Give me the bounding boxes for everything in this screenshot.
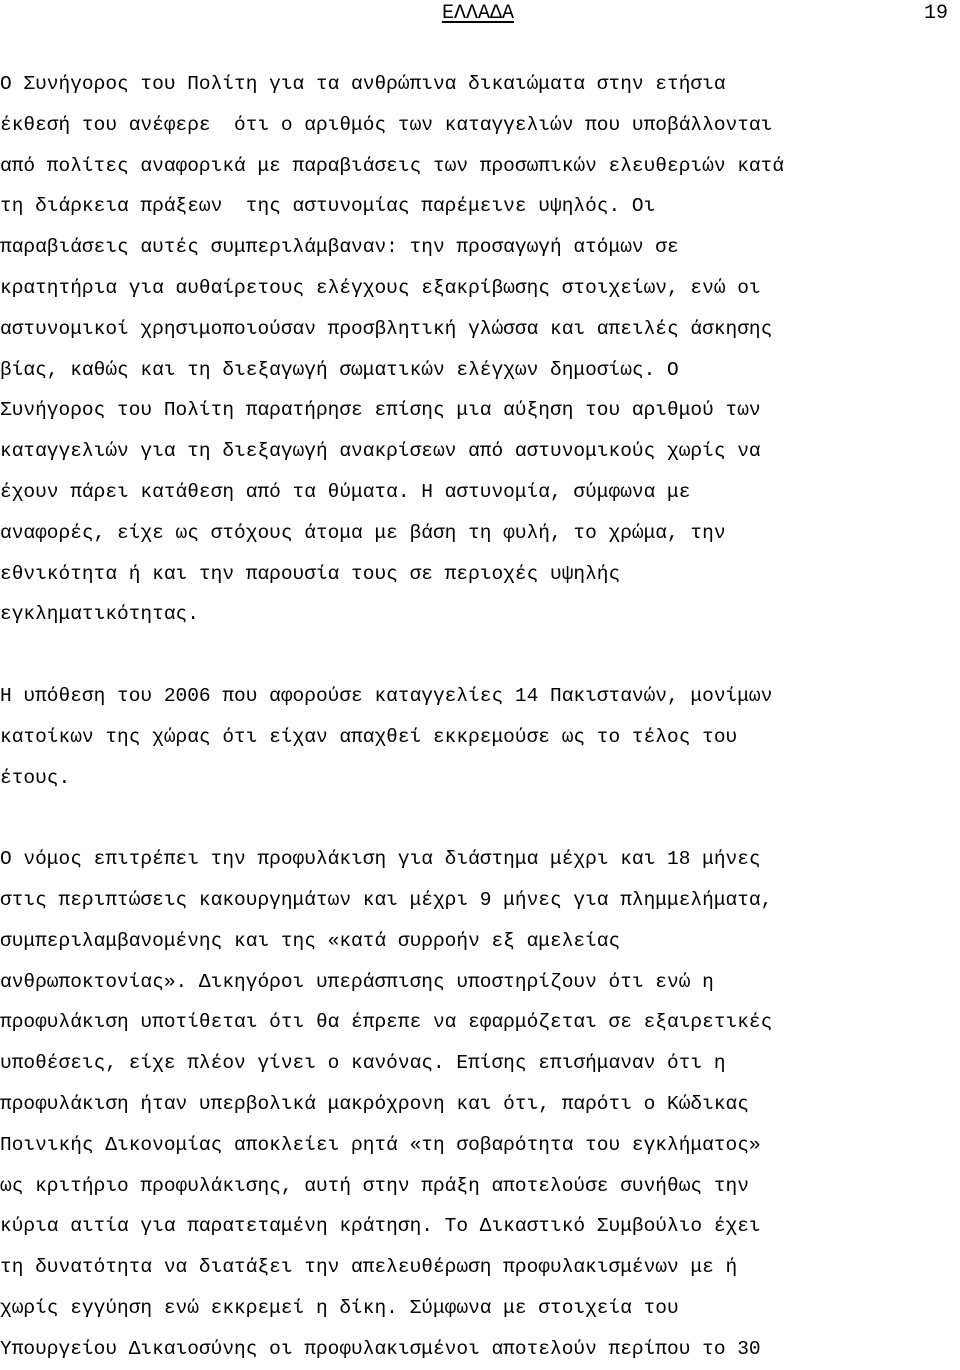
text-line: εγκληματικότητας. [0, 603, 199, 626]
text-line: Συνήγορος του Πολίτη παρατήρησε επίσης μια αύξηση του αριθμού των [0, 399, 761, 422]
text-line: παραβιάσεις αυτές συμπεριλάμβαναν: την προσαγωγή ατόμων σε [0, 236, 679, 259]
text-line: Υπουργείου Δικαιοσύνης οι προφυλακισμένοι αποτελούν περίπου το 30 [0, 1337, 761, 1360]
paragraph-spacer [0, 798, 960, 839]
page-number: 19 [923, 2, 948, 25]
text-line: Ο Συνήγορος του Πολίτη για τα ανθρώπινα δικαιώματα στην ετήσια [0, 73, 726, 95]
text-line: Ο νόμος επιτρέπει την προφυλάκιση για διάστημα μέχρι και 18 μήνες [0, 848, 761, 871]
text-line: χωρίς εγγύηση ενώ εκκρεμεί η δίκη. Σύμφωνα με στοιχεία του [0, 1296, 679, 1319]
paragraph-ombudsman [0, 64, 960, 635]
document-body [0, 64, 960, 1370]
text-line: έτους. [0, 766, 71, 789]
text-line: κατοίκων της χώρας ότι είχαν απαχθεί εκκρεμούσε ως το τέλος του [0, 725, 738, 748]
text-line: υποθέσεις, είχε πλέον γίνει ο κανόνας. Επίσης επισήμαναν ότι η [0, 1052, 726, 1075]
text-line: εθνικότητα ή και την παρουσία τους σε περιοχές υψηλής [0, 562, 621, 585]
paragraph-pakistani-case [0, 676, 960, 798]
text-line: ανθρωποκτονίας». Δικηγόροι υπεράσπισης υποστηρίζουν ότι ενώ η [0, 970, 714, 993]
text-line: προφυλάκιση υποτίθεται ότι θα έπρεπε να εφαρμόζεται σε εξαιρετικές [0, 1011, 773, 1034]
text-line: Ποινικής Δικονομίας αποκλείει ρητά «τη σοβαρότητα του εγκλήματος» [0, 1133, 761, 1156]
text-line: έχουν πάρει κατάθεση από τα θύματα. Η αστυνομία, σύμφωνα με [0, 480, 691, 503]
text-line: ως κριτήριο προφυλάκισης, αυτή στην πράξη αποτελούσε συνήθως την [0, 1174, 749, 1197]
text-line: αναφορές, είχε ως στόχους άτομα με βάση τη φυλή, το χρώμα, την [0, 521, 726, 544]
text-line: καταγγελιών για τη διεξαγωγή ανακρίσεων από αστυνομικούς χωρίς να [0, 440, 761, 463]
text-line: συμπεριλαμβανομένης και της «κατά συρροήν εξ αμελείας [0, 929, 621, 952]
text-line: τη διάρκεια πράξεων της αστυνομίας παρέμεινε υψηλός. Οι [0, 195, 656, 218]
text-line: τη δυνατότητα να διατάξει την απελευθέρωση προφυλακισμένων με ή [0, 1256, 738, 1279]
text-line: αστυνομικοί χρησιμοποιούσαν προσβλητική γλώσσα και απειλές άσκησης [0, 317, 773, 340]
page-header [0, 0, 960, 40]
text-line: βίας, καθώς και τη διεξαγωγή σωματικών ελέγχων δημοσίως. Ο [0, 358, 679, 381]
text-line: κύρια αιτία για παρατεταμένη κράτηση. Το Δικαστικό Συμβούλιο έχει [0, 1215, 761, 1238]
text-line: προφυλάκιση ήταν υπερβολικά μακρόχρονη και ότι, παρότι ο Κώδικας [0, 1092, 749, 1115]
paragraph-pretrial-detention [0, 839, 960, 1369]
text-line: Η υπόθεση του 2006 που αφορούσε καταγγελίες 14 Πακιστανών, μονίμων [0, 684, 773, 707]
country-title: ΕΛΛΑΔΑ [442, 2, 515, 25]
text-line: στις περιπτώσεις κακουργημάτων και μέχρι 9 μήνες για πλημμελήματα, [0, 888, 773, 911]
paragraph-spacer [0, 635, 960, 676]
text-line: από πολίτες αναφορικά με παραβιάσεις των προσωπικών ελευθεριών κατά [0, 154, 785, 177]
text-line: κρατητήρια για αυθαίρετους ελέγχους εξακρίβωσης στοιχείων, ενώ οι [0, 276, 761, 299]
text-line: έκθεσή του ανέφερε ότι ο αριθμός των καταγγελιών που υποβάλλονται [0, 113, 773, 136]
